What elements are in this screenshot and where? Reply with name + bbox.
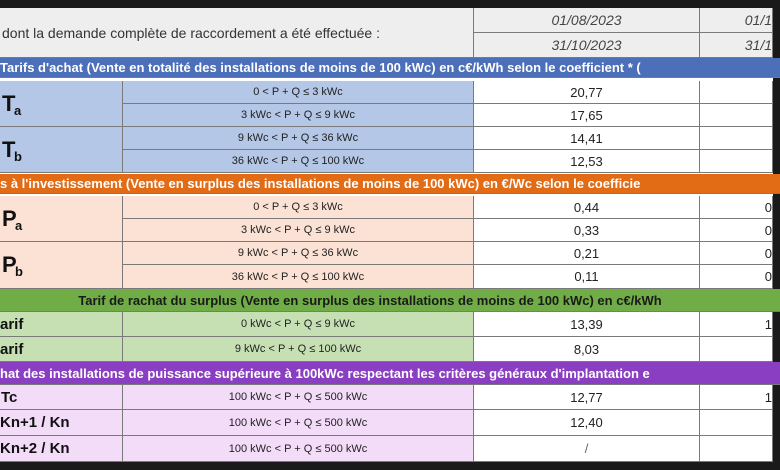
range-cell: 100 kWc < P + Q ≤ 500 kWc [123, 410, 474, 436]
group-pb [0, 242, 123, 289]
section-d-banner [0, 362, 780, 385]
header-col1-to: 31/10/2023 [474, 33, 700, 58]
section-b-banner [0, 174, 780, 194]
value-cell: 20,77 [474, 81, 700, 104]
range-cell: 0 < P + Q ≤ 3 kWc [123, 81, 474, 104]
next-value-cell [700, 104, 773, 127]
value-cell: 0,33 [474, 219, 700, 242]
next-value-cell [700, 127, 773, 150]
next-value-cell: 1 [700, 385, 773, 410]
value-cell: 17,65 [474, 104, 700, 127]
row-label: Kn+1 / Kn [0, 410, 123, 436]
range-cell: 9 kWc < P + Q ≤ 36 kWc [123, 242, 474, 265]
section-b-title: s à l'investissement (Vente en surplus des installations de moins de 100 kWc) en €/Wc selon le coefficie [0, 176, 641, 191]
section-c-title: Tarif de rachat du surplus (Vente en surplus des installations de moins de 100 kWc) en c€/kWh [78, 292, 662, 308]
next-value-cell: 1 [700, 312, 773, 337]
symbol-sub-a: a [15, 218, 23, 233]
group-ta [0, 81, 123, 127]
range-cell: 100 kWc < P + Q ≤ 500 kWc [123, 385, 474, 410]
symbol-p: P [2, 206, 17, 231]
symbol-t: T [2, 137, 16, 162]
range-cell: 36 kWc < P + Q ≤ 100 kWc [123, 150, 474, 173]
group-tb [0, 127, 123, 173]
symbol-sub-a: a [14, 103, 22, 118]
symbol-sub-b: b [15, 264, 23, 279]
next-value-cell [700, 150, 773, 173]
row-label: arif [0, 337, 123, 362]
value-cell: 12,77 [474, 385, 700, 410]
symbol-p: P [2, 252, 17, 277]
range-cell: 0 < P + Q ≤ 3 kWc [123, 196, 474, 219]
range-cell: 3 kWc < P + Q ≤ 9 kWc [123, 219, 474, 242]
section-d-title: hat des installations de puissance supérieure à 100kWc respectant les critères généraux d'implantation e [0, 365, 650, 381]
row-label: arif [0, 312, 123, 337]
value-cell: 0,21 [474, 242, 700, 265]
value-cell: 14,41 [474, 127, 700, 150]
value-cell: 0,44 [474, 196, 700, 219]
next-value-cell [700, 337, 773, 362]
row-label: Kn+2 / Kn [0, 436, 123, 462]
symbol-t: T [2, 91, 16, 116]
header-label: dont la demande complète de raccordement a été effectuée : [0, 8, 474, 58]
header-col2-from: 01/1 [700, 8, 773, 33]
row-label: Tc [0, 385, 123, 410]
value-cell: 12,53 [474, 150, 700, 173]
next-value-cell [700, 436, 773, 462]
window-top-border [0, 0, 780, 8]
range-cell: 9 kWc < P + Q ≤ 36 kWc [123, 127, 474, 150]
value-cell: 12,40 [474, 410, 700, 436]
next-value-cell: 0 [700, 265, 773, 289]
range-cell: 36 kWc < P + Q ≤ 100 kWc [123, 265, 474, 289]
section-a-title: Tarifs d'achat (Vente en totalité des installations de moins de 100 kWc) en c€/kWh selon le coefficient * ( [0, 60, 641, 75]
value-cell: / [474, 436, 700, 462]
value-cell: 13,39 [474, 312, 700, 337]
next-value-cell: 0 [700, 196, 773, 219]
header-col2-to: 31/1 [700, 33, 773, 58]
symbol-sub-b: b [14, 149, 22, 164]
section-c-banner [0, 289, 780, 312]
range-cell: 9 kWc < P + Q ≤ 100 kWc [123, 337, 474, 362]
value-cell: 0,11 [474, 265, 700, 289]
next-value-cell: 0 [700, 219, 773, 242]
group-pa [0, 196, 123, 242]
next-value-cell [700, 410, 773, 436]
range-cell: 100 kWc < P + Q ≤ 500 kWc [123, 436, 474, 462]
window-bottom-border [0, 462, 780, 470]
value-cell: 8,03 [474, 337, 700, 362]
range-cell: 0 kWc < P + Q ≤ 9 kWc [123, 312, 474, 337]
section-a-banner [0, 58, 780, 78]
next-value-cell: 0 [700, 242, 773, 265]
header-col1-from: 01/08/2023 [474, 8, 700, 33]
next-value-cell [700, 81, 773, 104]
range-cell: 3 kWc < P + Q ≤ 9 kWc [123, 104, 474, 127]
